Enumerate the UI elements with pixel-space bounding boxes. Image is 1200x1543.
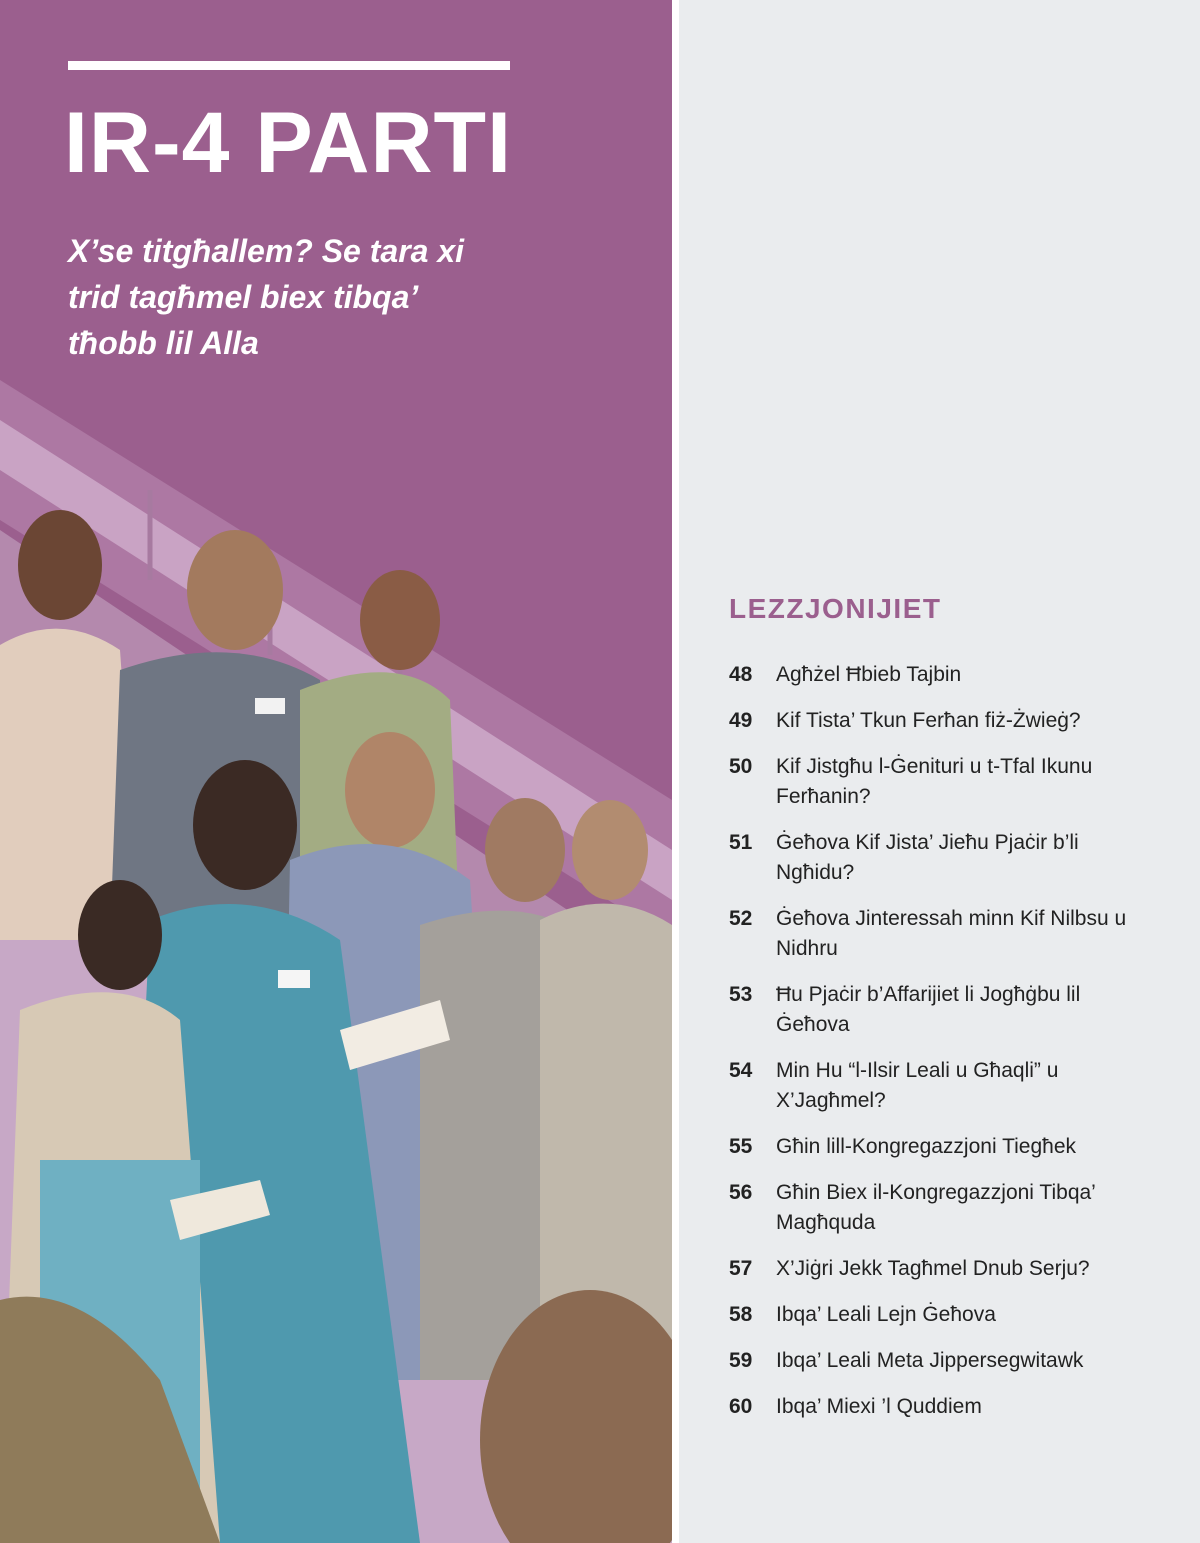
lesson-number: 59 bbox=[729, 1349, 753, 1372]
lesson-title: Għin lill-Kongregazzjoni Tiegħek bbox=[776, 1135, 1076, 1158]
lesson-title: Agħżel Ħbieb Tajbin bbox=[776, 663, 962, 686]
lesson-item[interactable] bbox=[729, 1300, 1149, 1330]
lesson-item[interactable] bbox=[729, 1346, 1149, 1376]
lessons-heading: LEZZJONIJIET bbox=[729, 593, 942, 624]
lesson-item[interactable] bbox=[729, 660, 1149, 690]
lesson-number: 57 bbox=[729, 1257, 753, 1280]
lesson-item[interactable] bbox=[729, 1392, 1149, 1422]
part-subtitle: X’se titgħallem? Se tara xi trid tagħmel biex tibqa’ tħobb lil Alla bbox=[68, 233, 465, 361]
lesson-title: Ġeħova Jinteressah minn Kif Nilbsu u Nidhru bbox=[776, 907, 1127, 960]
lesson-number: 49 bbox=[729, 709, 753, 732]
lesson-item[interactable] bbox=[729, 828, 1149, 888]
lesson-list bbox=[729, 660, 1149, 1438]
lesson-title: Min Hu “l-Ilsir Leali u Għaqli” u X’Jagħmel? bbox=[776, 1059, 1059, 1112]
title-rule bbox=[68, 61, 510, 70]
lesson-item[interactable] bbox=[729, 904, 1149, 964]
lesson-number: 48 bbox=[729, 663, 753, 686]
lesson-number: 52 bbox=[729, 907, 753, 930]
lesson-title: Kif Jistgħu l-Ġenituri u t-Tfal Ikunu Ferħanin? bbox=[776, 755, 1093, 808]
lesson-number: 55 bbox=[729, 1135, 753, 1158]
lesson-item[interactable] bbox=[729, 1254, 1149, 1284]
lesson-title: Ibqa’ Miexi ’l Quddiem bbox=[776, 1395, 982, 1418]
lesson-item[interactable] bbox=[729, 980, 1149, 1040]
lesson-number: 50 bbox=[729, 755, 753, 778]
lesson-number: 53 bbox=[729, 983, 753, 1006]
lesson-title: X’Jiġri Jekk Tagħmel Dnub Serju? bbox=[776, 1257, 1090, 1280]
lesson-item[interactable] bbox=[729, 706, 1149, 736]
congregation-illustration bbox=[0, 380, 672, 1543]
lesson-number: 54 bbox=[729, 1059, 753, 1082]
lesson-title: Ġeħova Kif Jista’ Jieħu Pjaċir b’li Ngħidu? bbox=[776, 831, 1079, 884]
lesson-item[interactable] bbox=[729, 752, 1149, 812]
lesson-item[interactable] bbox=[729, 1178, 1149, 1238]
lesson-number: 58 bbox=[729, 1303, 753, 1326]
lesson-item[interactable] bbox=[729, 1132, 1149, 1162]
lesson-number: 51 bbox=[729, 831, 753, 854]
lesson-item[interactable] bbox=[729, 1056, 1149, 1116]
part-title: IR-4 PARTI bbox=[64, 95, 512, 191]
lesson-title: Għin Biex il-Kongregazzjoni Tibqa’ Magħquda bbox=[776, 1181, 1096, 1234]
lesson-title: Ibqa’ Leali Lejn Ġeħova bbox=[776, 1303, 996, 1326]
lesson-title: Ħu Pjaċir b’Affarijiet li Jogħġbu lil Ġeħova bbox=[776, 983, 1081, 1036]
lesson-number: 60 bbox=[729, 1395, 753, 1418]
page-gutter bbox=[672, 0, 679, 1543]
lesson-title: Ibqa’ Leali Meta Jippersegwitawk bbox=[776, 1349, 1084, 1372]
lesson-number: 56 bbox=[729, 1181, 753, 1204]
lesson-title: Kif Tista’ Tkun Ferħan fiż-Żwieġ? bbox=[776, 709, 1081, 732]
